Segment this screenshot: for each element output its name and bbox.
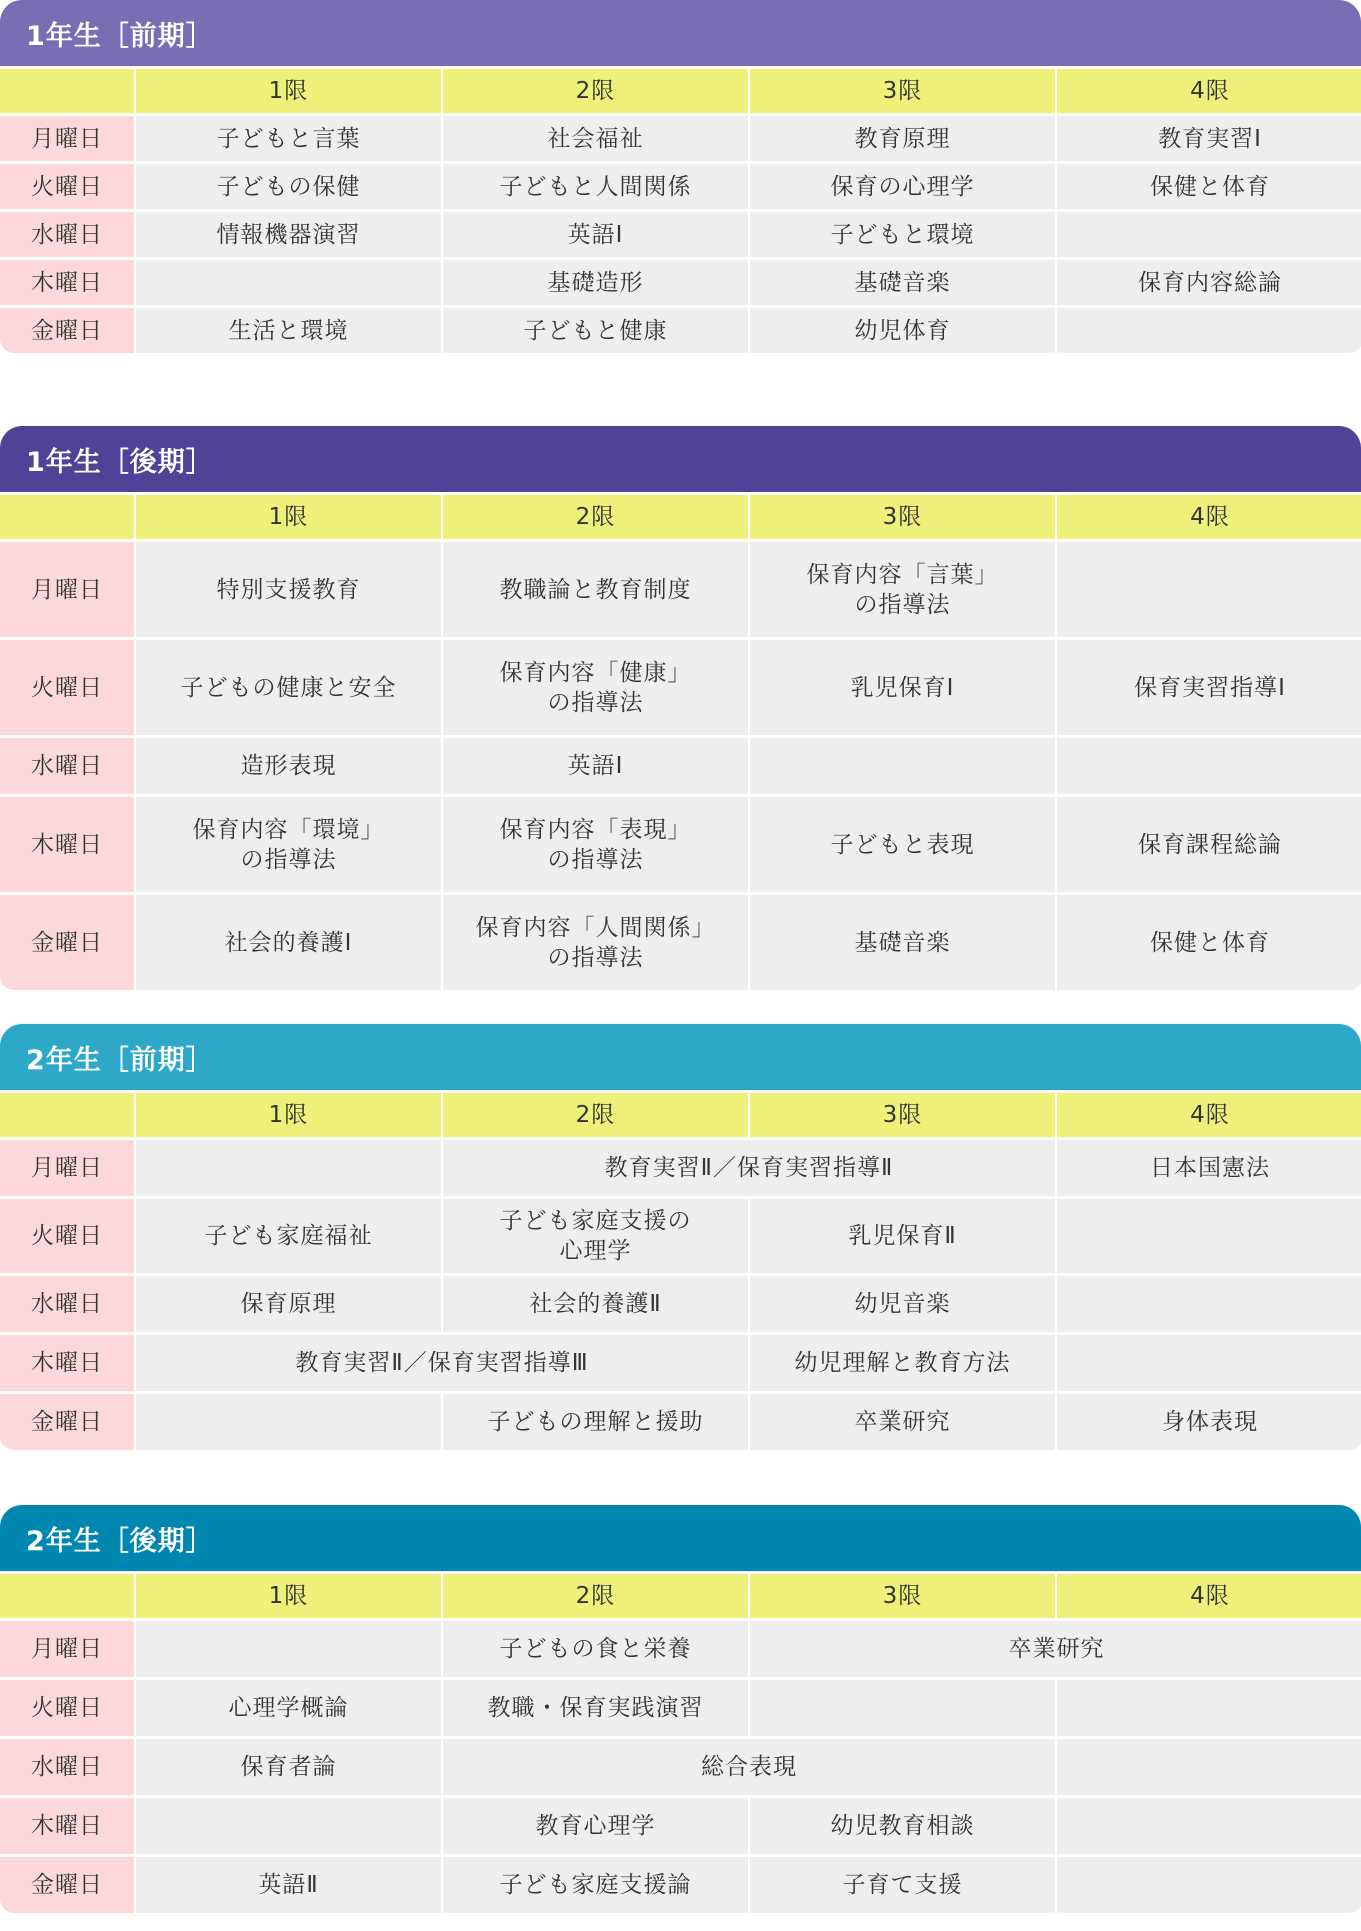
- class-cell: 保育内容「表現」 の指導法: [443, 797, 748, 892]
- header-corner: [0, 1093, 134, 1137]
- class-cell: 教職・保育実践演習: [443, 1680, 748, 1736]
- class-cell: 子どもの健康と安全: [136, 640, 441, 735]
- empty-cell: [1057, 1857, 1361, 1913]
- class-cell: 卒業研究: [750, 1394, 1055, 1450]
- period-header: 4限: [1057, 1574, 1361, 1618]
- class-cell: 社会的養護Ⅰ: [136, 895, 441, 990]
- header-corner: [0, 69, 134, 113]
- period-header: 3限: [750, 495, 1055, 539]
- class-cell: 子どもと人間関係: [443, 164, 748, 209]
- period-header: 1限: [136, 69, 441, 113]
- class-cell: 子どもと表現: [750, 797, 1055, 892]
- empty-cell: [1057, 1798, 1361, 1854]
- empty-cell: [1057, 1680, 1361, 1736]
- class-cell: 保育内容「人間関係」 の指導法: [443, 895, 748, 990]
- day-label: 火曜日: [0, 1680, 134, 1736]
- class-cell: 基礎音楽: [750, 260, 1055, 305]
- period-header: 3限: [750, 1574, 1055, 1618]
- class-cell: 子どもと言葉: [136, 116, 441, 161]
- empty-cell: [136, 1394, 441, 1450]
- period-header: 2限: [443, 69, 748, 113]
- day-label: 木曜日: [0, 797, 134, 892]
- day-label: 金曜日: [0, 895, 134, 990]
- section-title: 1年生［後期］: [0, 426, 1361, 492]
- empty-cell: [1057, 542, 1361, 637]
- class-cell: 保育内容総論: [1057, 260, 1361, 305]
- class-cell: 社会的養護Ⅱ: [443, 1276, 748, 1332]
- empty-cell: [1057, 1739, 1361, 1795]
- period-header: 2限: [443, 495, 748, 539]
- class-cell: 子どもと環境: [750, 212, 1055, 257]
- day-label: 月曜日: [0, 1140, 134, 1196]
- period-header: 3限: [750, 1093, 1055, 1137]
- class-cell: 保育の心理学: [750, 164, 1055, 209]
- empty-cell: [1057, 738, 1361, 794]
- empty-cell: [1057, 1199, 1361, 1273]
- section-title: 2年生［後期］: [0, 1505, 1361, 1571]
- class-cell: 教育原理: [750, 116, 1055, 161]
- empty-cell: [136, 260, 441, 305]
- class-cell: 乳児保育Ⅱ: [750, 1199, 1055, 1273]
- day-label: 水曜日: [0, 1739, 134, 1795]
- class-cell: 教育実習Ⅰ: [1057, 116, 1361, 161]
- timetable-section: [0, 0, 1361, 353]
- day-label: 月曜日: [0, 1621, 134, 1677]
- day-label: 月曜日: [0, 116, 134, 161]
- class-cell: 子どもと健康: [443, 308, 748, 353]
- period-header: 2限: [443, 1574, 748, 1618]
- header-corner: [0, 495, 134, 539]
- class-cell: 幼児体育: [750, 308, 1055, 353]
- class-cell: 基礎音楽: [750, 895, 1055, 990]
- period-header: 2限: [443, 1093, 748, 1137]
- class-cell: 乳児保育Ⅰ: [750, 640, 1055, 735]
- timetable-grid: [0, 1571, 1361, 1913]
- timetable-section: [0, 1024, 1361, 1450]
- day-label: 水曜日: [0, 212, 134, 257]
- empty-cell: [136, 1621, 441, 1677]
- class-cell: 情報機器演習: [136, 212, 441, 257]
- section-title: 2年生［前期］: [0, 1024, 1361, 1090]
- timetable-section: [0, 426, 1361, 990]
- class-cell: 幼児音楽: [750, 1276, 1055, 1332]
- empty-cell: [1057, 308, 1361, 353]
- period-header: 4限: [1057, 69, 1361, 113]
- class-cell: 保育課程総論: [1057, 797, 1361, 892]
- day-label: 火曜日: [0, 1199, 134, 1273]
- class-cell: 幼児教育相談: [750, 1798, 1055, 1854]
- day-label: 火曜日: [0, 640, 134, 735]
- class-cell: 保育原理: [136, 1276, 441, 1332]
- class-cell: 保健と体育: [1057, 895, 1361, 990]
- day-label: 金曜日: [0, 308, 134, 353]
- day-label: 金曜日: [0, 1394, 134, 1450]
- class-cell: 造形表現: [136, 738, 441, 794]
- class-cell: 英語Ⅰ: [443, 212, 748, 257]
- class-cell: 教育心理学: [443, 1798, 748, 1854]
- class-cell: 保育者論: [136, 1739, 441, 1795]
- class-cell: 保育内容「言葉」 の指導法: [750, 542, 1055, 637]
- class-cell: 子どもの保健: [136, 164, 441, 209]
- class-cell: 社会福祉: [443, 116, 748, 161]
- class-cell: 保健と体育: [1057, 164, 1361, 209]
- day-label: 木曜日: [0, 1798, 134, 1854]
- class-cell: 幼児理解と教育方法: [750, 1335, 1055, 1391]
- class-cell: 心理学概論: [136, 1680, 441, 1736]
- empty-cell: [136, 1798, 441, 1854]
- day-label: 月曜日: [0, 542, 134, 637]
- empty-cell: [750, 1680, 1055, 1736]
- class-cell: 総合表現: [443, 1739, 1055, 1795]
- day-label: 火曜日: [0, 164, 134, 209]
- timetable-section: [0, 1505, 1361, 1913]
- class-cell: 子ども家庭福祉: [136, 1199, 441, 1273]
- class-cell: 子どもの食と栄養: [443, 1621, 748, 1677]
- period-header: 1限: [136, 1574, 441, 1618]
- timetable-grid: [0, 1090, 1361, 1450]
- empty-cell: [136, 1140, 441, 1196]
- empty-cell: [1057, 1335, 1361, 1391]
- class-cell: 生活と環境: [136, 308, 441, 353]
- day-label: 金曜日: [0, 1857, 134, 1913]
- class-cell: 教育実習Ⅱ／保育実習指導Ⅲ: [136, 1335, 748, 1391]
- class-cell: 身体表現: [1057, 1394, 1361, 1450]
- class-cell: 日本国憲法: [1057, 1140, 1361, 1196]
- class-cell: 英語Ⅰ: [443, 738, 748, 794]
- class-cell: 子ども家庭支援の 心理学: [443, 1199, 748, 1273]
- class-cell: 子ども家庭支援論: [443, 1857, 748, 1913]
- class-cell: 教育実習Ⅱ／保育実習指導Ⅱ: [443, 1140, 1055, 1196]
- class-cell: 英語Ⅱ: [136, 1857, 441, 1913]
- class-cell: 卒業研究: [750, 1621, 1361, 1677]
- class-cell: 子育て支援: [750, 1857, 1055, 1913]
- empty-cell: [750, 738, 1055, 794]
- period-header: 3限: [750, 69, 1055, 113]
- section-title: 1年生［前期］: [0, 0, 1361, 66]
- class-cell: 特別支援教育: [136, 542, 441, 637]
- class-cell: 教職論と教育制度: [443, 542, 748, 637]
- period-header: 1限: [136, 495, 441, 539]
- day-label: 水曜日: [0, 738, 134, 794]
- day-label: 木曜日: [0, 260, 134, 305]
- timetable-grid: [0, 492, 1361, 990]
- empty-cell: [1057, 212, 1361, 257]
- empty-cell: [1057, 1276, 1361, 1332]
- header-corner: [0, 1574, 134, 1618]
- class-cell: 保育内容「健康」 の指導法: [443, 640, 748, 735]
- day-label: 水曜日: [0, 1276, 134, 1332]
- class-cell: 保育内容「環境」 の指導法: [136, 797, 441, 892]
- class-cell: 保育実習指導Ⅰ: [1057, 640, 1361, 735]
- class-cell: 基礎造形: [443, 260, 748, 305]
- period-header: 4限: [1057, 1093, 1361, 1137]
- timetable-grid: [0, 66, 1361, 353]
- period-header: 1限: [136, 1093, 441, 1137]
- period-header: 4限: [1057, 495, 1361, 539]
- class-cell: 子どもの理解と援助: [443, 1394, 748, 1450]
- day-label: 木曜日: [0, 1335, 134, 1391]
